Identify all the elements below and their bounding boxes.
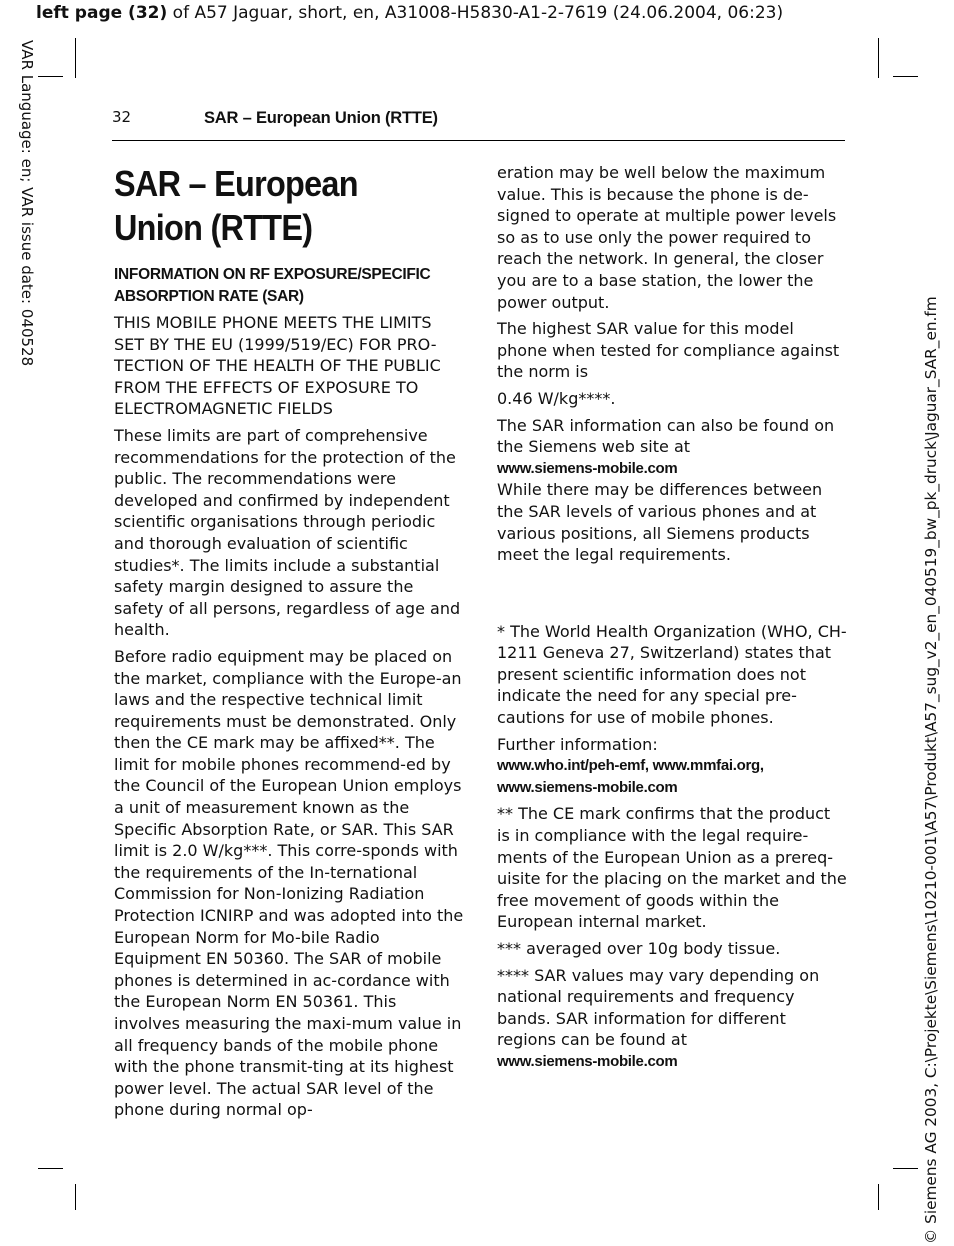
running-title: SAR – European Union (RTTE): [204, 109, 438, 127]
crop-mark-br-h: [893, 1168, 918, 1169]
paragraph-limits: THIS MOBILE PHONE MEETS THE LIMITS SET BY THE EU (1999/519/EC) FOR PRO-TECTION OF THE HEALTH OF THE PUBLIC FROM THE EFFECTS OF EXPOSURE TO ELECTROMAGNETIC FIELDS: [114, 313, 441, 419]
crop-mark-bl-v: [75, 1184, 76, 1210]
paragraph-web-info: [497, 415, 847, 480]
spacer: [497, 571, 847, 621]
crop-mark-br-v: [878, 1184, 879, 1210]
paragraph-recommendations: These limits are part of comprehensive recommendations for the protection of the public. The recommendations were developed and confirmed by independent scientific organisations through periodic and thorough evaluation of scientific studies*. The limits include a substantial safety margin designed to assure the safety of all persons, regardless of age and health.: [114, 425, 461, 640]
crop-mark-bl-h: [38, 1168, 63, 1169]
footnote-tissue: *** averaged over 10g body tissue.: [497, 939, 781, 958]
further-information: [497, 734, 847, 799]
page-title: SAR – European Union (RTTE): [114, 163, 358, 248]
running-head: [112, 108, 845, 141]
section-subheading: INFORMATION ON RF EXPOSURE/SPECIFIC ABSORPTION RATE (SAR): [114, 266, 431, 305]
further-information-label: Further information:: [497, 734, 658, 754]
side-text-left: VAR Language: en; VAR issue date: 040528: [18, 40, 36, 367]
crop-mark-tr-v: [878, 38, 879, 78]
footnote-sar-values: [497, 965, 847, 1073]
crop-mark-tl-h: [38, 76, 63, 77]
web-info-text: The SAR information can also be found on the Siemens web site at: [497, 415, 835, 457]
crop-mark-tr-h: [893, 76, 918, 77]
siemens-url-link[interactable]: www.siemens-mobile.com: [497, 459, 678, 477]
further-info-links[interactable]: www.who.int/peh-emf, www.mmfai.org, www.siemens-mobile.com: [497, 757, 764, 796]
crop-mark-tl-v: [75, 38, 76, 78]
siemens-url-link-footnote[interactable]: www.siemens-mobile.com: [497, 1052, 678, 1070]
left-column: [114, 162, 466, 1126]
footnote-sar-text: **** SAR values may vary depending on national requirements and frequency bands. SAR information for different regions can be found at: [497, 965, 820, 1050]
sar-value: 0.46 W/kg****.: [497, 388, 616, 408]
paragraph-ce-mark: Before radio equipment may be placed on the market, compliance with the Europe-an laws and the respective technical limit requirements must be demonstrated. Only then the CE mark may be affixed**. The limit for mobile phones recommend-ed by the Council of the European Union employs a unit of measurement known as the Specific Absorption Rate, or SAR. This SAR limit is 2.0 W/kg***. This corre-sponds with the requirements of the In-ternational Commission for Non-Ionizing Radiation Protection ICNIRP and was adopted into the European Norm for Mo-bile Radio Equipment EN 50360. The SAR of mobile phones is determined in ac-cordance with the European Norm EN 50361. This involves measuring the maxi-mum value in all frequency bands of the mobile phone with the phone transmit-ting at its highest power level. The actual SAR level of the phone during normal op-: [114, 646, 464, 1120]
page-number: 32: [112, 108, 132, 126]
print-header: [36, 3, 783, 23]
footnote-ce: ** The CE mark confirms that the product is in compliance with the legal require-ments of the European Union as a prereq-uisite for the placing on the market and the free movement of goods within the European internal market.: [497, 804, 847, 932]
right-column: [497, 162, 847, 1078]
side-text-right: © Siemens AG 2003, C:\Projekte\Siemens\10210-001\A57\Produkt\A57_sug_v2_en_040519_bw_pk_druck\Jaguar_SAR_en.fm: [922, 296, 940, 1244]
paragraph-differences: While there may be differences between the SAR levels of various phones and at various positions, all Siemens products meet the legal requirements.: [497, 480, 823, 565]
paragraph-highest-sar: The highest SAR value for this model phone when tested for compliance against the norm is: [497, 319, 840, 382]
print-header-info: of A57 Jaguar, short, en, A31008-H5830-A1-2-7619 (24.06.2004, 06:23): [167, 3, 784, 23]
paragraph-power-levels: eration may be well below the maximum value. This is because the phone is de-signed to operate at multiple power levels so as to use only the power required to reach the network. In general, the closer you are to a base station, the lower the power output.: [497, 163, 837, 312]
footnote-who: * The World Health Organization (WHO, CH-1211 Geneva 27, Switzerland) states that present scientific information does not indicate the need for any special pre-cautions for use of mobile phones.: [497, 621, 847, 728]
print-header-page: left page (32): [36, 3, 168, 23]
